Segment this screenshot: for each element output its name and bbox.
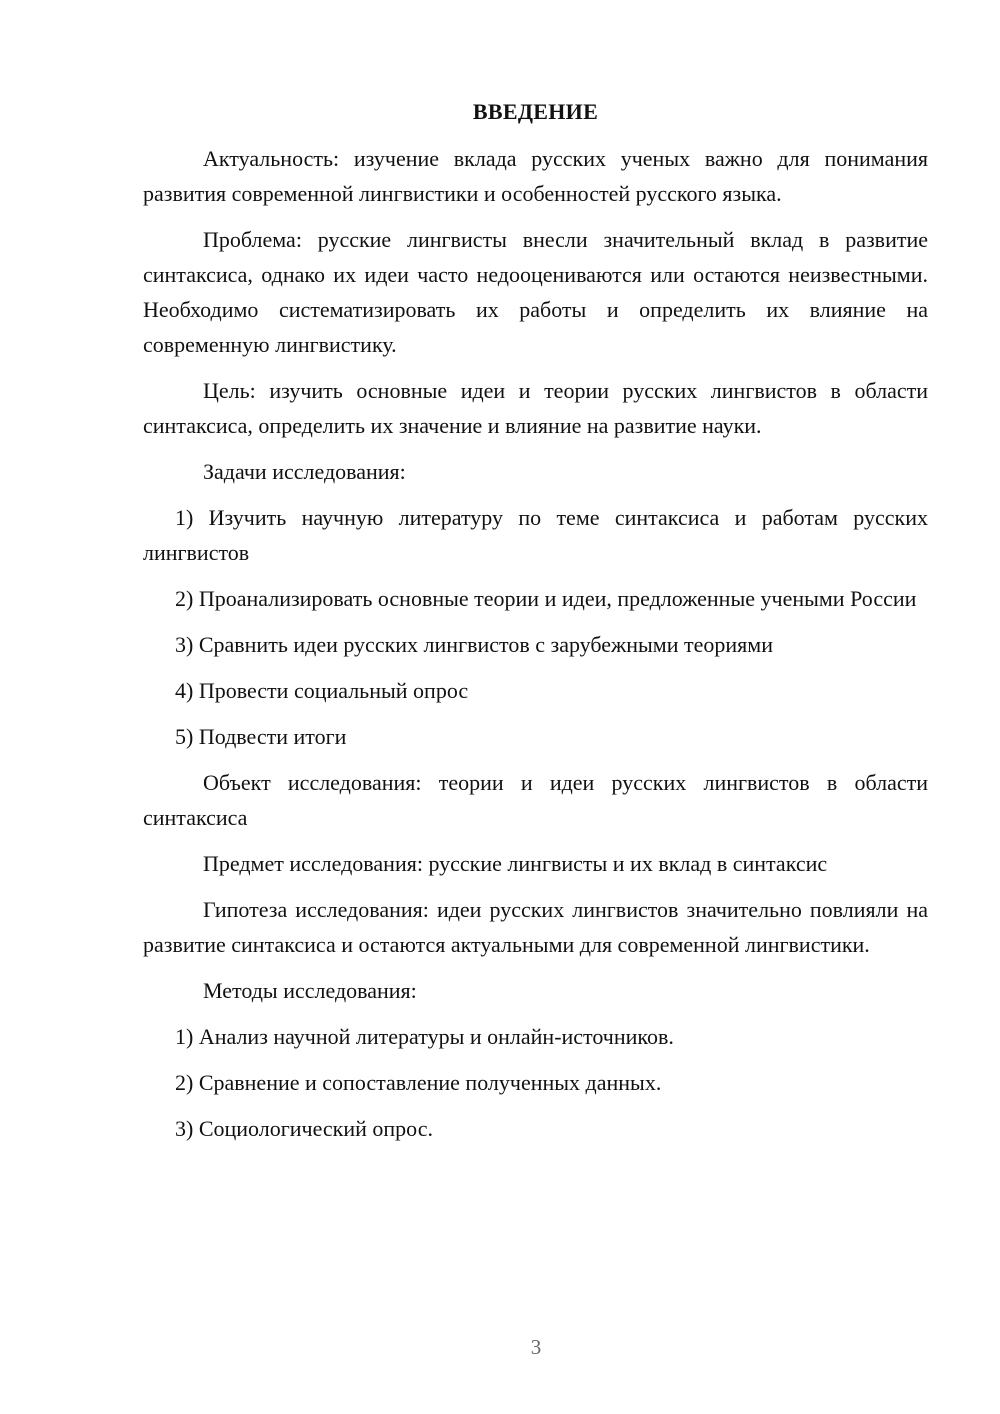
method-item-3: 3) Социологический опрос.	[175, 1116, 433, 1141]
task-item-3: 3) Сравнить идеи русских лингвистов с зарубежными теориями	[175, 632, 773, 657]
method-item-2: 2) Сравнение и сопоставление полученных данных.	[175, 1070, 662, 1095]
task-item-2: 2) Проанализировать основные теории и идеи, предложенные учеными России	[175, 586, 917, 611]
method-item-1: 1) Анализ научной литературы и онлайн-источников.	[175, 1024, 674, 1049]
object-paragraph: Объект исследования: теории и идеи русских лингвистов в области синтаксиса	[143, 770, 928, 830]
goal-paragraph: Цель: изучить основные идеи и теории русских лингвистов в области синтаксиса, определить их значение и влияние на развитие науки.	[143, 378, 928, 438]
page-number: 3	[530, 1335, 542, 1359]
document-page	[143, 94, 928, 1157]
section-title: ВВЕДЕНИЕ	[472, 99, 599, 124]
subject-paragraph: Предмет исследования: русские лингвисты и их вклад в синтаксис	[203, 851, 828, 876]
relevance-paragraph: Актуальность: изучение вклада русских ученых важно для понимания развития современной лингвистики и особенностей русского языка.	[143, 146, 928, 206]
problem-paragraph: Проблема: русские лингвисты внесли значительный вклад в развитие синтаксиса, однако их идеи часто недооцениваются или остаются неизвестными. Необходимо систематизировать их работы и определить их влияние на современную лингвистику.	[143, 227, 928, 357]
tasks-heading: Задачи исследования:	[203, 459, 406, 484]
task-item-1: 1) Изучить научную литературу по теме синтаксиса и работам русских лингвистов	[143, 505, 928, 565]
hypothesis-paragraph: Гипотеза исследования: идеи русских лингвистов значительно повлияли на развитие синтаксиса и остаются актуальными для современной лингвистики.	[143, 897, 928, 957]
task-item-5: 5) Подвести итоги	[175, 724, 347, 749]
methods-heading: Методы исследования:	[203, 978, 417, 1003]
task-item-4: 4) Провести социальный опрос	[175, 678, 469, 703]
